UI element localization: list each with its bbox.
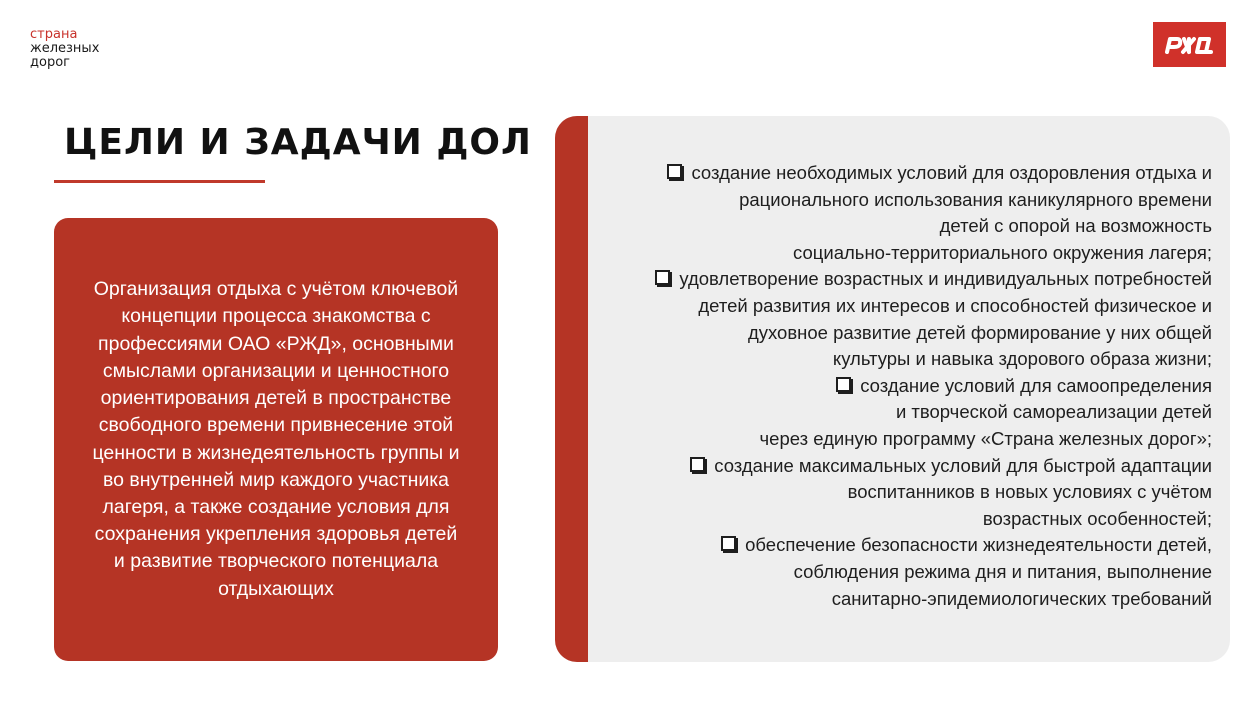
brand-wordmark xyxy=(30,28,99,70)
summary-text: Организация отдыха с учётом ключевой концепции процесса знакомства с профессиями ОАО «РЖД», основными смыслами организации и ценностного ориентирования детей в пространстве свободного времени привнесение этой ценности в жизнедеятельность группы и во внутренней мир каждого участника лагеря, а также создание условия для сохранения укрепления здоровья детей и развитие творческого потенциала отдыхающих xyxy=(92,278,460,600)
checkbox-icon xyxy=(836,377,851,392)
brand-line-3: дорог xyxy=(30,55,70,70)
goals-panel xyxy=(555,116,1230,662)
goal-text: создание максимальных условий для быстрой адаптации воспитанников в новых условиях с учётом возрастных особенностей; xyxy=(714,454,1212,529)
goal-item xyxy=(595,160,1212,266)
rzd-logo-icon xyxy=(1153,22,1226,67)
goal-text: создание необходимых условий для оздоровления отдыха и рационального использования каникулярного времени детей с опорой на возможность социально-территориального окружения лагеря; xyxy=(691,162,1212,263)
brand-line-1: страна xyxy=(30,27,78,42)
goal-text: обеспечение безопасности жизнедеятельности детей, соблюдения режима дня и питания, выполнение санитарно-эпидемиологических требований xyxy=(745,534,1212,609)
checkbox-icon xyxy=(667,164,682,179)
title-underline xyxy=(54,180,265,183)
goal-item xyxy=(595,453,1212,533)
panel-accent-stripe xyxy=(555,116,588,662)
brand-line-2: железных xyxy=(30,41,100,56)
goals-list xyxy=(595,160,1212,612)
summary-card xyxy=(54,218,498,661)
page-title: ЦЕЛИ И ЗАДАЧИ ДОЛ xyxy=(64,122,532,163)
checkbox-icon xyxy=(721,536,736,551)
goal-item xyxy=(595,266,1212,372)
goal-text: создание условий для самоопределения и творческой самореализации детей через единую программу «Страна железных дорог»; xyxy=(759,374,1212,449)
goal-item xyxy=(595,373,1212,453)
goal-item xyxy=(595,532,1212,612)
checkbox-icon xyxy=(655,270,670,285)
goal-text: удовлетворение возрастных и индивидуальных потребностей детей развития их интересов и способностей физическое и духовное развитие детей формирование у них общей культуры и навыка здорового образа жизни; xyxy=(679,268,1212,370)
checkbox-icon xyxy=(690,457,705,472)
